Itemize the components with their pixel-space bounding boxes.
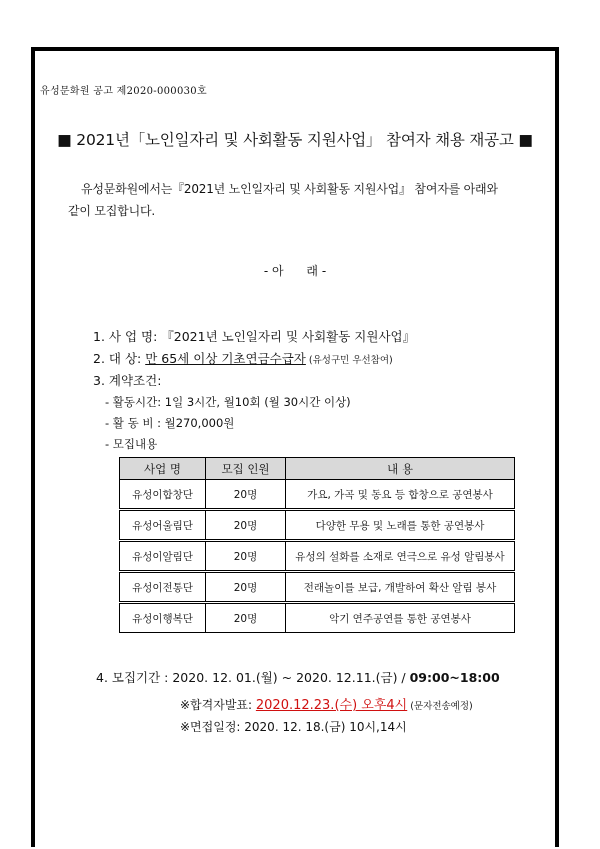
notice-number: 유성문화원 공고 제2020-000030호 [40, 86, 207, 97]
document-title: ■ 2021년「노인일자리 및 사회활동 지원사업」 참여자 채용 재공고 ■ [57, 131, 533, 149]
project-label: 1. 사 업 명: [93, 329, 162, 344]
item-conditions: 3. 계약조건: [93, 373, 162, 388]
target-note: (유성구민 우선참여) [305, 355, 393, 366]
table-header-row [120, 458, 515, 480]
recruit-period [96, 668, 500, 686]
cell-content: 전래놀이를 보급, 개발하여 확산 알림 봉사 [286, 572, 515, 603]
cell-recruit-count: 20명 [206, 480, 286, 510]
cell-project-name: 유성이행복단 [120, 603, 206, 633]
activity-time: - 활동시간: 1일 3시간, 월10회 (월 30시간 이상) [105, 395, 351, 409]
target-label: 2. 대 상: [93, 351, 146, 366]
activity-fee: - 활 동 비 : 월270,000원 [105, 416, 235, 430]
item-target [93, 349, 393, 367]
table-row [120, 541, 515, 572]
period-label: 4. 모집기간 : [96, 670, 173, 685]
document-frame [31, 47, 559, 847]
table-row [120, 603, 515, 633]
intro-paragraph [68, 178, 511, 222]
recruit-content-label: - 모집내용 [105, 437, 158, 451]
header-project-name: 사업 명 [120, 458, 206, 480]
cell-recruit-count: 20명 [206, 572, 286, 603]
cell-project-name: 유성이알림단 [120, 541, 206, 572]
header-recruit-count: 모집 인원 [206, 458, 286, 480]
cell-project-name: 유성이전통단 [120, 572, 206, 603]
table-row [120, 572, 515, 603]
cell-content: 악기 연주공연를 통한 공연봉사 [286, 603, 515, 633]
cell-recruit-count: 20명 [206, 510, 286, 541]
result-announcement [180, 694, 473, 713]
period-time: 09:00~18:00 [409, 670, 500, 685]
announcement-date: 2020.12.23.(수) 오후4시 [255, 698, 408, 713]
cell-project-name: 유성어울림단 [120, 510, 206, 541]
cell-project-name: 유성이합창단 [120, 480, 206, 510]
target-value: 만 65세 이상 기초연금수급자 [145, 351, 306, 366]
cell-content: 다양한 무용 및 노래를 통한 공연봉사 [286, 510, 515, 541]
announcement-label: ※합격자발표: [180, 698, 256, 712]
table-row [120, 480, 515, 510]
table-row [120, 510, 515, 541]
item-project [93, 327, 415, 345]
cell-recruit-count: 20명 [206, 603, 286, 633]
project-value: 『2021년 노인일자리 및 사회활동 지원사업』 [161, 329, 416, 344]
period-dates: 2020. 12. 01.(월) ~ 2020. 12.11.(금) / [172, 670, 410, 685]
interview-schedule: ※면접일정: 2020. 12. 18.(금) 10시,14시 [180, 720, 407, 734]
intro-line-1: 유성문화원에서는『2021년 노인일자리 및 사회활동 지원사업』 참여자를 아래와 [81, 182, 498, 196]
cell-recruit-count: 20명 [206, 541, 286, 572]
header-content: 내 용 [286, 458, 515, 480]
intro-line-2: 같이 모집합니다. [68, 204, 155, 218]
announcement-note: (문자전송예정) [407, 701, 473, 712]
recruit-table [119, 457, 515, 633]
section-heading: - 아 래 - [263, 264, 327, 278]
cell-content: 가요, 가곡 및 동요 등 합창으로 공연봉사 [286, 480, 515, 510]
cell-content: 유성의 설화를 소재로 연극으로 유성 알림봉사 [286, 541, 515, 572]
